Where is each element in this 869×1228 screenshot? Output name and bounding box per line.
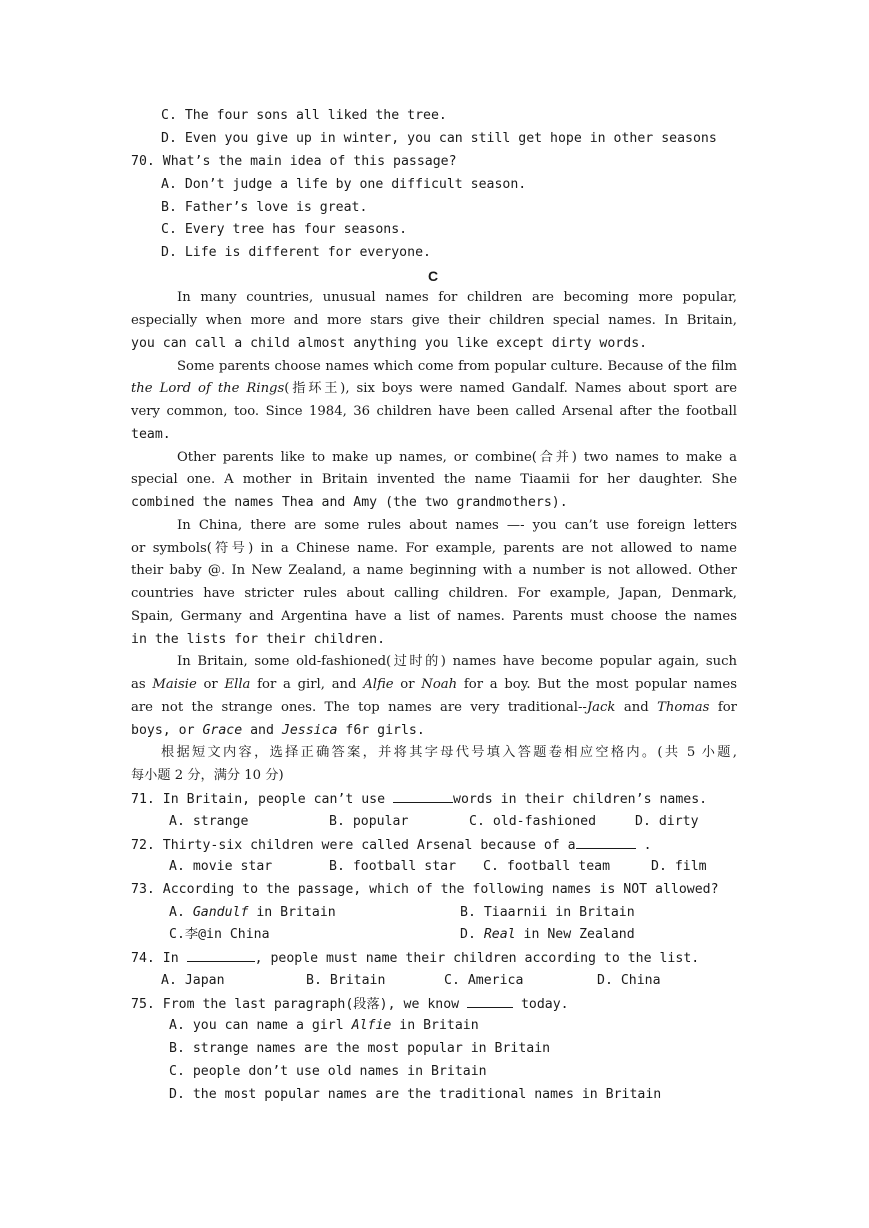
- q70-stem: 70. What’s the main idea of this passage?: [131, 154, 457, 169]
- passage-p3-line2: special one. A mother in Britain invented the name Tiaamii for her daughter. She: [131, 472, 737, 487]
- q73-option-d: D. Real in New Zealand: [460, 927, 635, 942]
- passage-p2-line2: the Lord of the Rings(指环王), six boys were named Gandalf. Names about sport are: [131, 381, 738, 396]
- q72-option-d: D. film: [651, 859, 707, 874]
- q72-option-a: A. movie star: [169, 859, 273, 874]
- instructions-line2: 每小题 2 分，满分 10 分): [131, 768, 284, 783]
- q69-option-c: C. The four sons all liked the tree.: [161, 108, 447, 123]
- q74-option-c: C. America: [444, 973, 524, 988]
- passage-p5-line2: as Maisie or Ella for a girl, and Alfie or Noah for a boy. But the most popular names: [131, 677, 737, 692]
- passage-p3-line3: combined the names Thea and Amy (the two grandmothers).: [131, 495, 568, 510]
- passage-p2-line1: Some parents choose names which come from popular culture. Because of the film: [177, 359, 737, 374]
- q71-option-d: D. dirty: [635, 814, 699, 829]
- passage-p1-line1: In many countries, unusual names for children are becoming more popular,: [177, 290, 737, 305]
- q75-option-a: A. you can name a girl Alfie in Britain: [169, 1018, 479, 1033]
- passage-p3-line1: Other parents like to make up names, or combine(合并) two names to make a: [177, 450, 737, 465]
- passage-p4-line3: their baby @. In New Zealand, a name beginning with a number is not allowed. Other: [131, 563, 737, 578]
- passage-p4-line1: In China, there are some rules about names —- you can’t use foreign letters: [177, 518, 737, 533]
- q74-option-b: B. Britain: [306, 973, 386, 988]
- q74-option-d: D. China: [597, 973, 661, 988]
- q69-option-d: D. Even you give up in winter, you can still get hope in other seasons: [161, 131, 717, 146]
- q71-option-a: A. strange: [169, 814, 249, 829]
- q72-stem: 72. Thirty-six children were called Arsenal because of a .: [131, 838, 652, 853]
- passage-p2-line4: team.: [131, 427, 171, 442]
- q75-option-c: C. people don’t use old names in Britain: [169, 1064, 487, 1079]
- q70-option-c: C. Every tree has four seasons.: [161, 222, 408, 237]
- passage-p4-line2: or symbols(符号) in a Chinese name. For example, parents are not allowed to name: [131, 541, 737, 556]
- answer-blank: [393, 790, 453, 803]
- q70-option-d: D. Life is different for everyone.: [161, 245, 431, 260]
- passage-p2-line3: very common, too. Since 1984, 36 children have been called Arsenal after the football: [131, 404, 737, 419]
- q75-option-b: B. strange names are the most popular in Britain: [169, 1041, 551, 1056]
- q73-stem: 73. According to the passage, which of the following names is NOT allowed?: [131, 882, 719, 897]
- passage-p5-line3: are not the strange ones. The top names are very traditional--Jack and Thomas for: [131, 700, 737, 715]
- passage-p4-line4: countries have stricter rules about calling children. For example, Japan, Denmark,: [131, 586, 737, 601]
- q72-option-b: B. football star: [329, 859, 457, 874]
- passage-p5-line1: In Britain, some old-fashioned(过时的) names have become popular again, such: [177, 654, 737, 669]
- passage-p5-line4: boys, or Grace and Jessica f6r girls.: [131, 723, 425, 738]
- q72-option-c: C. football team: [483, 859, 611, 874]
- q75-stem: 75. From the last paragraph(段落), we know today.: [131, 997, 569, 1012]
- answer-blank: [467, 995, 513, 1008]
- q73-option-a: A. Gandulf in Britain: [169, 905, 336, 920]
- passage-p4-line5: Spain, Germany and Argentina have a list of names. Parents must choose the names: [131, 609, 737, 624]
- q70-option-b: B. Father’s love is great.: [161, 200, 368, 215]
- answer-blank: [187, 949, 255, 962]
- q73-option-b: B. Tiaarnii in Britain: [460, 905, 635, 920]
- q74-option-a: A. Japan: [161, 973, 225, 988]
- film-title: the Lord of the Rings: [131, 381, 285, 396]
- passage-p4-line6: in the lists for their children.: [131, 632, 386, 647]
- q70-option-a: A. Don’t judge a life by one difficult season.: [161, 177, 527, 192]
- section-title: C: [428, 268, 439, 284]
- q74-stem: 74. In , people must name their children according to the list.: [131, 951, 700, 966]
- answer-blank: [576, 836, 636, 849]
- q71-option-b: B. popular: [329, 814, 409, 829]
- passage-p1-line2: especially when more and more stars give their children special names. In Britain,: [131, 313, 737, 328]
- q71-option-c: C. old-fashioned: [469, 814, 597, 829]
- q73-option-c: C.李@in China: [169, 927, 270, 942]
- q71-stem: 71. In Britain, people can’t use words in their children’s names.: [131, 792, 708, 807]
- passage-p1-line3: you can call a child almost anything you like except dirty words.: [131, 336, 648, 351]
- q75-option-d: D. the most popular names are the traditional names in Britain: [169, 1087, 662, 1102]
- instructions-line1: 根据短文内容，选择正确答案，并将其字母代号填入答题卷相应空格内。(共 5 小题,: [161, 745, 737, 760]
